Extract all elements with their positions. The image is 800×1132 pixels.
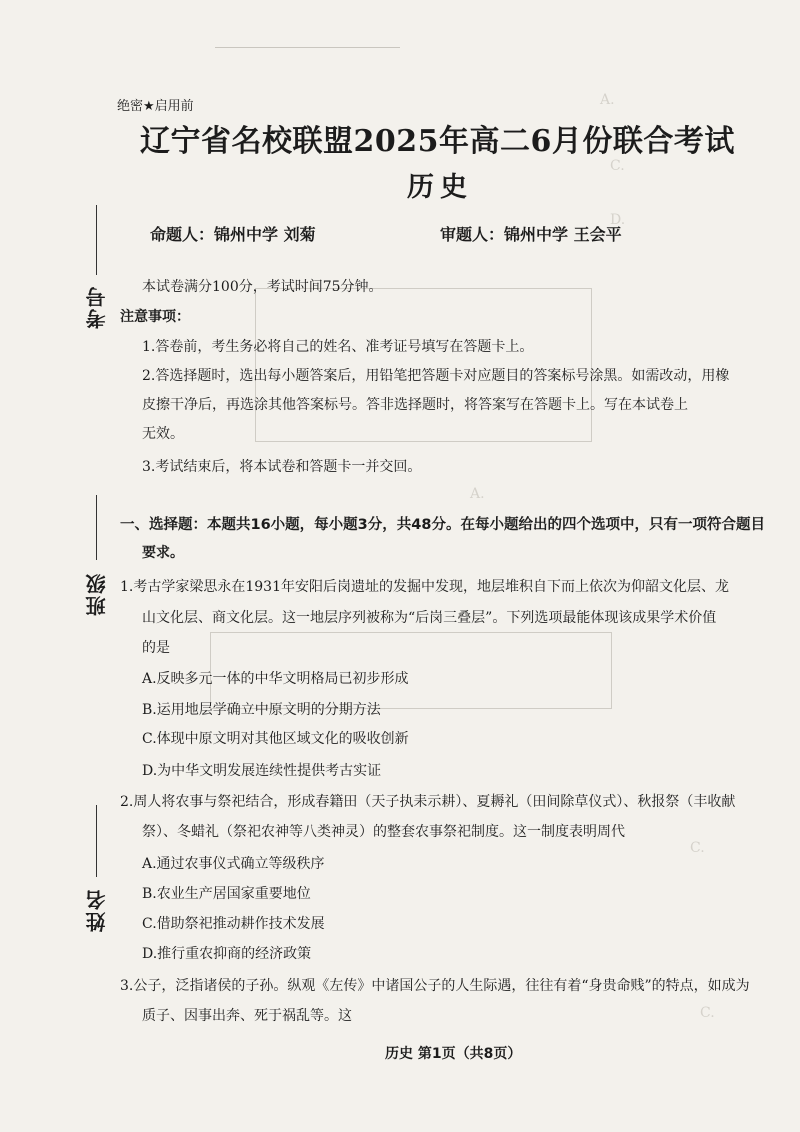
bleed-through-text: C. xyxy=(690,840,705,856)
exam-intro: 本试卷满分100分，考试时间75分钟。 xyxy=(142,279,383,295)
note-3: 3.考试结束后，将本试卷和答题卡一并交回。 xyxy=(142,459,422,475)
bleed-through-text: C. xyxy=(700,1005,715,1021)
q1-stem-cont: 山文化层、商文化层。这一地层序列被称为“后岗三叠层”。下列选项最能体现该成果学术价值 xyxy=(142,610,717,626)
notes-heading: 注意事项： xyxy=(120,309,190,325)
q2-option-d: D.推行重农抑商的经济政策 xyxy=(142,946,312,962)
page-footer: 历史 第1页（共8页） xyxy=(385,1046,522,1062)
q1-option-c: C.体现中原文明对其他区域文化的吸收创新 xyxy=(142,731,409,747)
author-line: 命题人：锦州中学 刘菊 xyxy=(150,225,316,244)
name-line xyxy=(96,805,97,877)
bleed-through-text: A. xyxy=(470,486,485,502)
q2-stem: 2.周人将农事与祭祀结合，形成春籍田（天子执耒示耕）、夏耨礼（田间除草仪式）、秋报祭（丰收献 xyxy=(120,794,736,810)
q3-stem: 3.公子，泛指诸侯的子孙。纵观《左传》中诸国公子的人生际遇，往往有着“身贵命贱”的特点，如成为 xyxy=(120,978,750,994)
q1-option-b: B.运用地层学确立中原文明的分期方法 xyxy=(142,702,381,718)
q2-option-b: B.农业生产居国家重要地位 xyxy=(142,886,311,902)
note-2-end: 无效。 xyxy=(142,426,184,442)
exam-title: 辽宁省名校联盟2025年高二6月份联合考试 xyxy=(140,124,735,159)
q2-option-a: A.通过农事仪式确立等级秩序 xyxy=(142,856,325,872)
section-heading-cont: 要求。 xyxy=(142,545,184,561)
q1-stem: 1.考古学家梁思永在1931年安阳后岗遗址的发掘中发现，地层堆积自下而上依次为仰韶文化层、龙 xyxy=(120,579,729,595)
bleed-through-text: A. xyxy=(600,92,615,108)
q1-option-d: D.为中华文明发展连续性提供考古实证 xyxy=(142,763,382,779)
exam-no-line xyxy=(96,205,97,275)
class-label: 班级 xyxy=(85,572,109,616)
note-1: 1.答卷前，考生务必将自己的姓名、准考证号填写在答题卡上。 xyxy=(142,339,534,355)
q3-stem-cont: 质子、因事出奔、死于祸乱等。这 xyxy=(142,1008,352,1024)
reviewer-line: 审题人：锦州中学 王会平 xyxy=(440,225,622,244)
q1-stem-end: 的是 xyxy=(142,640,170,656)
q2-option-c: C.借助祭祀推动耕作技术发展 xyxy=(142,916,325,932)
subject-title: 历史 xyxy=(407,172,473,203)
name-label: 姓名 xyxy=(85,888,109,932)
secret-mark: 绝密★启用前 xyxy=(117,99,194,114)
class-line xyxy=(96,495,97,560)
note-2: 2.答选择题时，选出每小题答案后，用铅笔把答题卡对应题目的答案标号涂黑。如需改动，用橡 xyxy=(142,368,730,384)
q1-option-a: A.反映多元一体的中华文明格局已初步形成 xyxy=(142,671,409,687)
note-2-cont: 皮擦干净后，再选涂其他答案标号。答非选择题时，将答案写在答题卡上。写在本试卷上 xyxy=(142,397,688,413)
top-rule xyxy=(215,47,400,48)
exam-no-label: 考号 xyxy=(85,285,109,329)
q2-stem-cont: 祭）、冬蜡礼（祭祀农神等八类神灵）的整套农事祭祀制度。这一制度表明周代 xyxy=(142,824,625,840)
bleed-through-text: C. xyxy=(610,158,625,174)
section-heading: 一、选择题：本题共16小题，每小题3分，共48分。在每小题给出的四个选项中，只有一项符合题目 xyxy=(120,517,765,533)
bleed-through-text: D. xyxy=(610,212,626,228)
